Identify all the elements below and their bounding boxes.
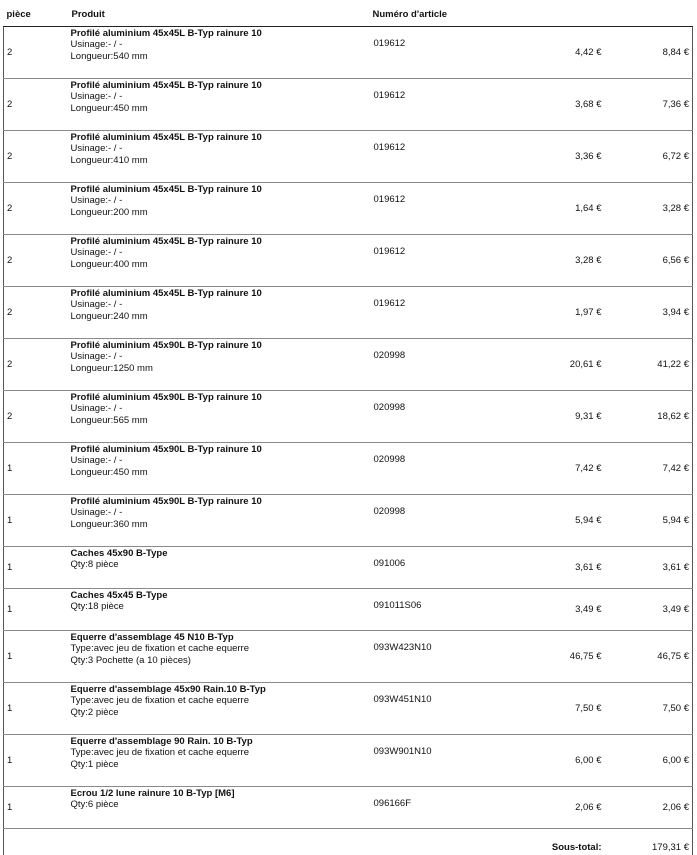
item-quantity: 2 xyxy=(4,79,69,131)
product-name: Profilé aluminium 45x90L B-Typ rainure 10 xyxy=(71,444,368,455)
table-row xyxy=(4,391,693,443)
item-line-total: 6,00 € xyxy=(608,735,693,787)
product-option: Qty:6 pièce xyxy=(71,799,368,811)
item-product xyxy=(69,391,370,443)
product-name: Profilé aluminium 45x45L B-Typ rainure 10 xyxy=(71,28,368,39)
item-quantity: 1 xyxy=(4,735,69,787)
item-unit-price: 3,61 € xyxy=(530,547,608,589)
product-option: Usinage:- / - xyxy=(71,247,368,259)
header-unit-price xyxy=(530,7,608,27)
item-product xyxy=(69,683,370,735)
subtotal-label: Sous-total: xyxy=(530,829,608,855)
item-unit-price: 6,00 € xyxy=(530,735,608,787)
table-header-row xyxy=(4,7,693,27)
product-name: Profilé aluminium 45x45L B-Typ rainure 10 xyxy=(71,288,368,299)
table-row xyxy=(4,589,693,631)
product-option: Qty:1 pièce xyxy=(71,759,368,771)
item-line-total: 3,28 € xyxy=(608,183,693,235)
item-quantity: 1 xyxy=(4,495,69,547)
item-product xyxy=(69,631,370,683)
item-article-number: 020998 xyxy=(370,339,530,391)
subtotal-value: 179,31 € xyxy=(608,829,693,855)
item-unit-price: 3,28 € xyxy=(530,235,608,287)
product-option: Longueur:450 mm xyxy=(71,103,368,115)
product-option: Usinage:- / - xyxy=(71,195,368,207)
item-quantity: 1 xyxy=(4,589,69,631)
item-product xyxy=(69,735,370,787)
item-line-total: 2,06 € xyxy=(608,787,693,829)
item-article-number: 020998 xyxy=(370,443,530,495)
item-quantity: 1 xyxy=(4,443,69,495)
item-unit-price: 3,49 € xyxy=(530,589,608,631)
product-option: Usinage:- / - xyxy=(71,507,368,519)
product-option: Longueur:410 mm xyxy=(71,155,368,167)
item-product xyxy=(69,787,370,829)
product-name: Equerre d'assemblage 45x90 Rain.10 B-Typ xyxy=(71,684,368,695)
product-option: Usinage:- / - xyxy=(71,351,368,363)
item-line-total: 8,84 € xyxy=(608,27,693,79)
table-row xyxy=(4,235,693,287)
item-article-number: 096166F xyxy=(370,787,530,829)
item-line-total: 46,75 € xyxy=(608,631,693,683)
table-row xyxy=(4,495,693,547)
item-line-total: 3,94 € xyxy=(608,287,693,339)
product-name: Profilé aluminium 45x45L B-Typ rainure 10 xyxy=(71,132,368,143)
table-row xyxy=(4,631,693,683)
item-line-total: 7,42 € xyxy=(608,443,693,495)
subtotal-row xyxy=(4,829,693,855)
item-product xyxy=(69,79,370,131)
table-row xyxy=(4,443,693,495)
item-product xyxy=(69,131,370,183)
item-article-number: 019612 xyxy=(370,131,530,183)
item-article-number: 091006 xyxy=(370,547,530,589)
product-option: Usinage:- / - xyxy=(71,403,368,415)
product-name: Equerre d'assemblage 45 N10 B-Typ xyxy=(71,632,368,643)
item-article-number: 093W901N10 xyxy=(370,735,530,787)
item-quantity: 2 xyxy=(4,391,69,443)
item-line-total: 3,61 € xyxy=(608,547,693,589)
table-row xyxy=(4,547,693,589)
item-quantity: 1 xyxy=(4,787,69,829)
table-row xyxy=(4,683,693,735)
item-quantity: 2 xyxy=(4,183,69,235)
item-line-total: 7,50 € xyxy=(608,683,693,735)
item-line-total: 41,22 € xyxy=(608,339,693,391)
product-name: Profilé aluminium 45x90L B-Typ rainure 10 xyxy=(71,496,368,507)
product-option: Usinage:- / - xyxy=(71,143,368,155)
item-article-number: 020998 xyxy=(370,391,530,443)
item-article-number: 019612 xyxy=(370,183,530,235)
item-unit-price: 7,50 € xyxy=(530,683,608,735)
item-product xyxy=(69,443,370,495)
product-option: Qty:3 Pochette (a 10 pièces) xyxy=(71,655,368,667)
table-row xyxy=(4,79,693,131)
header-product: Produit xyxy=(69,7,370,27)
item-product xyxy=(69,589,370,631)
item-line-total: 6,56 € xyxy=(608,235,693,287)
item-product xyxy=(69,27,370,79)
item-rows xyxy=(4,27,693,829)
table-row xyxy=(4,131,693,183)
product-option: Longueur:540 mm xyxy=(71,51,368,63)
product-option: Usinage:- / - xyxy=(71,455,368,467)
product-option: Longueur:360 mm xyxy=(71,519,368,531)
item-quantity: 1 xyxy=(4,683,69,735)
product-option: Qty:8 pièce xyxy=(71,559,368,571)
item-product xyxy=(69,183,370,235)
item-unit-price: 7,42 € xyxy=(530,443,608,495)
product-option: Longueur:1250 mm xyxy=(71,363,368,375)
item-quantity: 1 xyxy=(4,547,69,589)
item-product xyxy=(69,287,370,339)
item-line-total: 7,36 € xyxy=(608,79,693,131)
product-name: Ecrou 1/2 lune rainure 10 B-Typ [M6] xyxy=(71,788,368,799)
item-product xyxy=(69,235,370,287)
table-row xyxy=(4,339,693,391)
product-option: Qty:2 pièce xyxy=(71,707,368,719)
product-option: Usinage:- / - xyxy=(71,299,368,311)
item-unit-price: 4,42 € xyxy=(530,27,608,79)
item-unit-price: 1,64 € xyxy=(530,183,608,235)
table-row xyxy=(4,787,693,829)
item-article-number: 093W423N10 xyxy=(370,631,530,683)
item-quantity: 2 xyxy=(4,131,69,183)
item-unit-price: 9,31 € xyxy=(530,391,608,443)
product-option: Usinage:- / - xyxy=(71,91,368,103)
item-unit-price: 5,94 € xyxy=(530,495,608,547)
product-option: Usinage:- / - xyxy=(71,39,368,51)
item-unit-price: 3,36 € xyxy=(530,131,608,183)
item-article-number: 020998 xyxy=(370,495,530,547)
product-option: Type:avec jeu de fixation et cache equerre xyxy=(71,695,368,707)
table-row xyxy=(4,735,693,787)
product-name: Profilé aluminium 45x45L B-Typ rainure 10 xyxy=(71,80,368,91)
item-quantity: 2 xyxy=(4,27,69,79)
item-quantity: 1 xyxy=(4,631,69,683)
product-option: Longueur:450 mm xyxy=(71,467,368,479)
item-quantity: 2 xyxy=(4,287,69,339)
item-unit-price: 46,75 € xyxy=(530,631,608,683)
item-line-total: 18,62 € xyxy=(608,391,693,443)
item-unit-price: 3,68 € xyxy=(530,79,608,131)
table-row xyxy=(4,287,693,339)
item-unit-price: 2,06 € xyxy=(530,787,608,829)
item-line-total: 3,49 € xyxy=(608,589,693,631)
item-article-number: 019612 xyxy=(370,287,530,339)
product-name: Equerre d'assemblage 90 Rain. 10 B-Typ xyxy=(71,736,368,747)
item-quantity: 2 xyxy=(4,339,69,391)
product-option: Qty:18 pièce xyxy=(71,601,368,613)
product-name: Profilé aluminium 45x45L B-Typ rainure 10 xyxy=(71,236,368,247)
product-name: Caches 45x45 B-Type xyxy=(71,590,368,601)
item-article-number: 093W451N10 xyxy=(370,683,530,735)
product-option: Longueur:240 mm xyxy=(71,311,368,323)
product-name: Profilé aluminium 45x90L B-Typ rainure 10 xyxy=(71,340,368,351)
item-article-number: 019612 xyxy=(370,235,530,287)
item-line-total: 6,72 € xyxy=(608,131,693,183)
item-product xyxy=(69,339,370,391)
header-quantity: pièce xyxy=(4,7,69,27)
product-name: Profilé aluminium 45x45L B-Typ rainure 10 xyxy=(71,184,368,195)
item-article-number: 019612 xyxy=(370,27,530,79)
product-option: Type:avec jeu de fixation et cache equerre xyxy=(71,747,368,759)
table-row xyxy=(4,183,693,235)
item-product xyxy=(69,495,370,547)
item-article-number: 019612 xyxy=(370,79,530,131)
table-row xyxy=(4,27,693,79)
item-article-number: 091011S06 xyxy=(370,589,530,631)
item-line-total: 5,94 € xyxy=(608,495,693,547)
item-unit-price: 20,61 € xyxy=(530,339,608,391)
order-items-table xyxy=(3,7,693,855)
product-option: Type:avec jeu de fixation et cache equerre xyxy=(71,643,368,655)
product-option: Longueur:565 mm xyxy=(71,415,368,427)
product-option: Longueur:400 mm xyxy=(71,259,368,271)
header-line-total xyxy=(608,7,693,27)
product-option: Longueur:200 mm xyxy=(71,207,368,219)
item-unit-price: 1,97 € xyxy=(530,287,608,339)
item-product xyxy=(69,547,370,589)
header-article-number: Numéro d'article xyxy=(370,7,530,27)
product-name: Caches 45x90 B-Type xyxy=(71,548,368,559)
product-name: Profilé aluminium 45x90L B-Typ rainure 10 xyxy=(71,392,368,403)
item-quantity: 2 xyxy=(4,235,69,287)
